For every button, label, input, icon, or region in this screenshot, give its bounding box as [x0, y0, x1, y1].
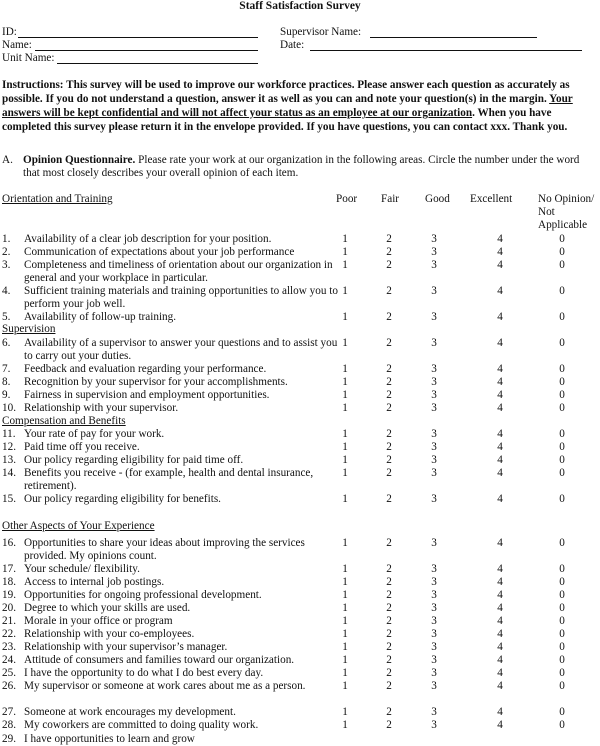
rating-good[interactable]: 3 — [431, 376, 437, 388]
question-number: 8. — [2, 376, 11, 388]
section-a-heading: Opinion Questionnaire. — [23, 154, 136, 166]
rating-fair[interactable]: 2 — [386, 493, 392, 505]
instructions-text: Instructions: This survey will be used to improve our workforce practices. Please answer each question as accurately as possible. If you do not understand a question, answer it as well as you can and note your question(s) in the margin. — [2, 79, 570, 105]
rating-fair[interactable]: 2 — [386, 311, 392, 323]
rating-excellent[interactable]: 4 — [497, 602, 503, 614]
rating-poor[interactable]: 1 — [342, 615, 348, 627]
rating-poor[interactable]: 1 — [342, 285, 348, 297]
rating-no-opinion[interactable]: 0 — [559, 467, 565, 479]
rating-good[interactable]: 3 — [431, 389, 437, 401]
rating-excellent[interactable]: 4 — [497, 706, 503, 718]
rating-fair[interactable]: 2 — [386, 454, 392, 466]
question-number: 13. — [2, 454, 16, 466]
rating-poor[interactable]: 1 — [342, 363, 348, 375]
question-number: 21. — [2, 615, 16, 627]
question-number: 16. — [2, 537, 16, 549]
question-number: 7. — [2, 363, 11, 375]
rating-excellent[interactable]: 4 — [497, 376, 503, 388]
rating-good[interactable]: 3 — [431, 363, 437, 375]
unit-name-field[interactable] — [57, 63, 258, 64]
question-text: Access to internal job postings. — [24, 576, 165, 588]
rating-excellent[interactable]: 4 — [497, 233, 503, 245]
rating-poor[interactable]: 1 — [342, 667, 348, 679]
question-number: 26. — [2, 680, 16, 692]
rating-excellent[interactable]: 4 — [497, 537, 503, 549]
question-text: Someone at work encourages my development. — [24, 706, 236, 718]
rating-no-opinion[interactable]: 0 — [559, 454, 565, 466]
id-field[interactable] — [18, 37, 258, 38]
col-fair: Fair — [381, 193, 400, 205]
rating-excellent[interactable]: 4 — [497, 337, 503, 349]
rating-fair[interactable]: 2 — [386, 706, 392, 718]
col-excellent: Excellent — [470, 193, 513, 205]
rating-no-opinion[interactable]: 0 — [559, 680, 565, 692]
rating-poor[interactable]: 1 — [342, 402, 348, 414]
question-text: Your schedule/ flexibility. — [24, 563, 140, 575]
rating-no-opinion[interactable]: 0 — [559, 389, 565, 401]
rating-poor[interactable]: 1 — [342, 719, 348, 731]
question-number: 27. — [2, 706, 16, 718]
rating-fair[interactable]: 2 — [386, 641, 392, 653]
section-supervision: Supervision — [2, 323, 56, 335]
rating-fair[interactable]: 2 — [386, 602, 392, 614]
question-text: Completeness and timeliness of orientation about our organization in general and your workplace in particular. — [24, 259, 333, 284]
supervisor-name-field[interactable] — [370, 37, 537, 38]
rating-poor[interactable]: 1 — [342, 467, 348, 479]
rating-good[interactable]: 3 — [431, 628, 437, 640]
rating-good[interactable]: 3 — [431, 259, 437, 271]
question-number: 19. — [2, 589, 16, 601]
rating-good[interactable]: 3 — [431, 602, 437, 614]
rating-good[interactable]: 3 — [431, 589, 437, 601]
rating-excellent[interactable]: 4 — [497, 719, 503, 731]
rating-no-opinion[interactable]: 0 — [559, 311, 565, 323]
rating-fair[interactable]: 2 — [386, 376, 392, 388]
rating-excellent[interactable]: 4 — [497, 311, 503, 323]
question-number: 11. — [2, 428, 16, 440]
rating-poor[interactable]: 1 — [342, 706, 348, 718]
rating-poor[interactable]: 1 — [342, 428, 348, 440]
question-text: Availability of follow-up training. — [24, 311, 177, 323]
rating-fair[interactable]: 2 — [386, 667, 392, 679]
rating-no-opinion[interactable]: 0 — [559, 441, 565, 453]
date-label: Date: — [280, 39, 305, 51]
rating-good[interactable]: 3 — [431, 233, 437, 245]
question-text: Relationship with your co-employees. — [24, 628, 195, 640]
question-number: 23. — [2, 641, 16, 653]
rating-poor[interactable]: 1 — [342, 454, 348, 466]
rating-no-opinion[interactable]: 0 — [559, 246, 565, 258]
rating-poor[interactable]: 1 — [342, 337, 348, 349]
rating-good[interactable]: 3 — [431, 563, 437, 575]
rating-fair[interactable]: 2 — [386, 467, 392, 479]
rating-poor[interactable]: 1 — [342, 680, 348, 692]
rating-no-opinion[interactable]: 0 — [559, 576, 565, 588]
col-good: Good — [425, 193, 450, 205]
rating-fair[interactable]: 2 — [386, 589, 392, 601]
rating-excellent[interactable]: 4 — [497, 454, 503, 466]
rating-good[interactable]: 3 — [431, 246, 437, 258]
rating-excellent[interactable]: 4 — [497, 402, 503, 414]
rating-excellent[interactable]: 4 — [497, 615, 503, 627]
rating-excellent[interactable]: 4 — [497, 576, 503, 588]
rating-excellent[interactable]: 4 — [497, 493, 503, 505]
rating-poor[interactable]: 1 — [342, 563, 348, 575]
question-text: Fairness in supervision and employment opportunities. — [24, 389, 270, 401]
question-text: Our policy regarding eligibility for benefits. — [24, 493, 221, 505]
question-text: I have opportunities to learn and grow — [24, 733, 195, 745]
rating-no-opinion[interactable]: 0 — [559, 259, 565, 271]
rating-poor[interactable]: 1 — [342, 311, 348, 323]
rating-fair[interactable]: 2 — [386, 259, 392, 271]
question-number: 6. — [2, 337, 11, 349]
rating-fair[interactable]: 2 — [386, 246, 392, 258]
rating-fair[interactable]: 2 — [386, 628, 392, 640]
rating-fair[interactable]: 2 — [386, 402, 392, 414]
section-a-text: Please rate your work at our organization in the following areas. Circle the number under the word that most closely describes your overall opinion of each item. — [23, 154, 580, 179]
question-text: Communication of expectations about your job performance — [24, 246, 295, 258]
question-text: Attitude of consumers and families toward our organization. — [24, 654, 295, 666]
id-label: ID: — [2, 26, 17, 38]
rating-no-opinion[interactable]: 0 — [559, 654, 565, 666]
rating-no-opinion[interactable]: 0 — [559, 589, 565, 601]
rating-no-opinion[interactable]: 0 — [559, 493, 565, 505]
question-text: Degree to which your skills are used. — [24, 602, 191, 614]
rating-poor[interactable]: 1 — [342, 602, 348, 614]
rating-poor[interactable]: 1 — [342, 376, 348, 388]
rating-excellent[interactable]: 4 — [497, 441, 503, 453]
question-text: Relationship with your supervisor. — [24, 402, 179, 414]
question-text: My supervisor or someone at work cares about me as a person. — [24, 680, 306, 692]
question-text: Opportunities for ongoing professional development. — [24, 589, 262, 601]
rating-poor[interactable]: 1 — [342, 537, 348, 549]
name-field[interactable] — [35, 50, 258, 51]
unit-name-label: Unit Name: — [2, 52, 55, 64]
section-a-letter: A. — [2, 154, 13, 166]
supervisor-name-label: Supervisor Name: — [280, 26, 362, 38]
question-number: 17. — [2, 563, 16, 575]
rating-fair[interactable]: 2 — [386, 615, 392, 627]
rating-excellent[interactable]: 4 — [497, 246, 503, 258]
question-text: Availability of a clear job description for your position. — [24, 233, 272, 245]
rating-no-opinion[interactable]: 0 — [559, 615, 565, 627]
rating-no-opinion[interactable]: 0 — [559, 563, 565, 575]
rating-poor[interactable]: 1 — [342, 589, 348, 601]
question-number: 9. — [2, 389, 11, 401]
question-number: 1. — [2, 233, 11, 245]
rating-fair[interactable]: 2 — [386, 576, 392, 588]
question-text: Morale in your office or program — [24, 615, 173, 627]
col-poor: Poor — [336, 193, 358, 205]
question-text: Sufficient training materials and training opportunities to allow you to perform your job well. — [24, 285, 338, 310]
question-number: 24. — [2, 654, 16, 666]
rating-no-opinion[interactable]: 0 — [559, 537, 565, 549]
col-not: Not — [538, 206, 555, 218]
question-number: 15. — [2, 493, 16, 505]
question-number: 18. — [2, 576, 16, 588]
question-text: Recognition by your supervisor for your accomplishments. — [24, 376, 288, 388]
rating-excellent[interactable]: 4 — [497, 680, 503, 692]
rating-good[interactable]: 3 — [431, 337, 437, 349]
rating-excellent[interactable]: 4 — [497, 467, 503, 479]
rating-fair[interactable]: 2 — [386, 680, 392, 692]
rating-good[interactable]: 3 — [431, 285, 437, 297]
rating-excellent[interactable]: 4 — [497, 563, 503, 575]
rating-excellent[interactable]: 4 — [497, 628, 503, 640]
rating-poor[interactable]: 1 — [342, 441, 348, 453]
question-text: Paid time off you receive. — [24, 441, 140, 453]
survey-title: Staff Satisfaction Survey — [239, 0, 361, 12]
rating-fair[interactable]: 2 — [386, 537, 392, 549]
rating-fair[interactable]: 2 — [386, 719, 392, 731]
question-number: 4. — [2, 285, 11, 297]
rating-good[interactable]: 3 — [431, 402, 437, 414]
rating-fair[interactable]: 2 — [386, 389, 392, 401]
rating-poor[interactable]: 1 — [342, 654, 348, 666]
rating-fair[interactable]: 2 — [386, 233, 392, 245]
rating-good[interactable]: 3 — [431, 615, 437, 627]
question-number: 2. — [2, 246, 11, 258]
question-text: Your rate of pay for your work. — [24, 428, 165, 440]
rating-poor[interactable]: 1 — [342, 628, 348, 640]
rating-fair[interactable]: 2 — [386, 563, 392, 575]
rating-no-opinion[interactable]: 0 — [559, 428, 565, 440]
rating-excellent[interactable]: 4 — [497, 259, 503, 271]
rating-no-opinion[interactable]: 0 — [559, 706, 565, 718]
rating-good[interactable]: 3 — [431, 680, 437, 692]
question-number: 28. — [2, 719, 16, 731]
question-text: Our policy regarding eligibility for paid time off. — [24, 454, 244, 466]
rating-poor[interactable]: 1 — [342, 493, 348, 505]
rating-excellent[interactable]: 4 — [497, 641, 503, 653]
rating-no-opinion[interactable]: 0 — [559, 285, 565, 297]
question-text: Feedback and evaluation regarding your performance. — [24, 363, 267, 375]
instructions-text-end: . When you have completed this survey please return it in the envelope provided. If you have questions, you can contact xxx. Thank you. — [2, 107, 568, 133]
question-number: 25. — [2, 667, 16, 679]
instructions — [2, 78, 592, 134]
rating-poor[interactable]: 1 — [342, 576, 348, 588]
rating-fair[interactable]: 2 — [386, 285, 392, 297]
col-applicable: Applicable — [538, 219, 588, 231]
rating-poor[interactable]: 1 — [342, 641, 348, 653]
question-text: Availability of a supervisor to answer your questions and to assist you to carry out your duties. — [24, 337, 338, 362]
question-text: My coworkers are committed to doing quality work. — [24, 719, 259, 731]
rating-no-opinion[interactable]: 0 — [559, 376, 565, 388]
rating-fair[interactable]: 2 — [386, 654, 392, 666]
rating-no-opinion[interactable]: 0 — [559, 363, 565, 375]
question-number: 14. — [2, 467, 16, 479]
rating-no-opinion[interactable]: 0 — [559, 628, 565, 640]
rating-poor[interactable]: 1 — [342, 259, 348, 271]
section-compensation: Compensation and Benefits — [2, 415, 126, 427]
question-text: Opportunities to share your ideas about improving the services provided. My opinions count. — [24, 537, 305, 562]
rating-excellent[interactable]: 4 — [497, 285, 503, 297]
rating-good[interactable]: 3 — [431, 706, 437, 718]
rating-excellent[interactable]: 4 — [497, 589, 503, 601]
rating-no-opinion[interactable]: 0 — [559, 233, 565, 245]
rating-good[interactable]: 3 — [431, 311, 437, 323]
rating-excellent[interactable]: 4 — [497, 363, 503, 375]
rating-good[interactable]: 3 — [431, 493, 437, 505]
question-text: Benefits you receive - (for example, health and dental insurance, retirement). — [24, 467, 314, 492]
rating-no-opinion[interactable]: 0 — [559, 337, 565, 349]
rating-good[interactable]: 3 — [431, 537, 437, 549]
question-number: 22. — [2, 628, 16, 640]
rating-excellent[interactable]: 4 — [497, 654, 503, 666]
question-number: 29. — [2, 733, 16, 745]
rating-excellent[interactable]: 4 — [497, 389, 503, 401]
category-orientation-training: Orientation and Training — [2, 193, 113, 205]
rating-poor[interactable]: 1 — [342, 246, 348, 258]
date-field[interactable] — [310, 50, 582, 51]
rating-good[interactable]: 3 — [431, 454, 437, 466]
rating-good[interactable]: 3 — [431, 641, 437, 653]
rating-poor[interactable]: 1 — [342, 389, 348, 401]
rating-fair[interactable]: 2 — [386, 337, 392, 349]
rating-no-opinion[interactable]: 0 — [559, 641, 565, 653]
question-text: I have the opportunity to do what I do best every day. — [24, 667, 264, 679]
name-label: Name: — [2, 39, 32, 51]
rating-good[interactable]: 3 — [431, 428, 437, 440]
section-other-aspects: Other Aspects of Your Experience — [2, 520, 155, 532]
rating-good[interactable]: 3 — [431, 576, 437, 588]
question-number: 3. — [2, 259, 11, 271]
question-number: 20. — [2, 602, 16, 614]
rating-fair[interactable]: 2 — [386, 363, 392, 375]
question-text: Relationship with your supervisor’s manager. — [24, 641, 228, 653]
rating-no-opinion[interactable]: 0 — [559, 402, 565, 414]
rating-good[interactable]: 3 — [431, 654, 437, 666]
section-a-intro — [2, 154, 592, 180]
rating-good[interactable]: 3 — [431, 719, 437, 731]
rating-no-opinion[interactable]: 0 — [559, 667, 565, 679]
rating-excellent[interactable]: 4 — [497, 428, 503, 440]
rating-good[interactable]: 3 — [431, 441, 437, 453]
rating-excellent[interactable]: 4 — [497, 667, 503, 679]
rating-fair[interactable]: 2 — [386, 441, 392, 453]
rating-good[interactable]: 3 — [431, 467, 437, 479]
rating-good[interactable]: 3 — [431, 667, 437, 679]
question-number: 10. — [2, 402, 16, 414]
rating-poor[interactable]: 1 — [342, 233, 348, 245]
rating-fair[interactable]: 2 — [386, 428, 392, 440]
rating-no-opinion[interactable]: 0 — [559, 602, 565, 614]
question-number: 5. — [2, 311, 11, 323]
question-number: 12. — [2, 441, 16, 453]
col-no-opinion: No Opinion/ — [538, 193, 595, 205]
rating-no-opinion[interactable]: 0 — [559, 719, 565, 731]
confidentiality-note: Your answers will be kept confidential and will not affect your status as an employee at our organization — [2, 93, 573, 119]
